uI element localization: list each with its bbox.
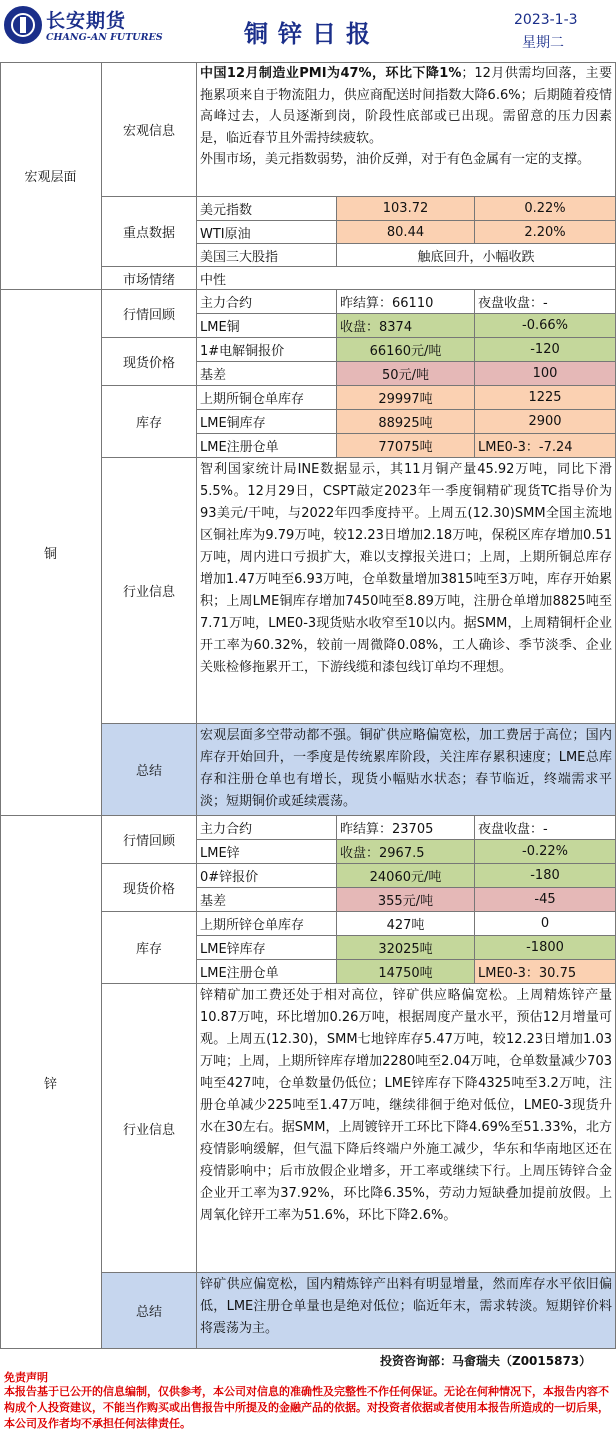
key-data-label: 重点数据 <box>102 197 197 267</box>
table-cell: 基差 <box>197 362 337 386</box>
zinc-industry-label: 行业信息 <box>102 984 197 1273</box>
key-row-change: 2.20% <box>475 221 616 244</box>
copper-summary-text: 宏观层面多空带动都不强。铜矿供应略偏宽松，加工费居于高位；国内库存开始回升，一季度是传统累库阶段，关注库存累积速度；LME总库存和注册仓单也有增长，现货小幅贴水状态；春节临近，终端需求平淡；短期铜价或延续震荡。 <box>197 724 616 816</box>
zinc-stock-label: 库存 <box>102 912 197 984</box>
table-cell: LME0-3：30.75 <box>475 960 616 984</box>
table-cell: 66160元/吨 <box>337 338 475 362</box>
table-cell: 88925吨 <box>337 410 475 434</box>
zinc-summary-label: 总结 <box>102 1273 197 1349</box>
disclaimer-title: 免责声明 <box>4 1371 48 1384</box>
section-zinc: 锌 <box>0 816 102 1349</box>
key-row-value: 触底回升，小幅收跌 <box>337 244 616 267</box>
table-cell: 355元/吨 <box>337 888 475 912</box>
table-cell: 上期所铜仓单库存 <box>197 386 337 410</box>
macro-info-body: ；12月供需均回落，主要拖累项来自于物流阻力，供应商配送时间指数大降6.6%；后期随着疫情高峰过去，人员逐渐到岗，阶段性底部或已出现。需留意的压力因素是，临近春节且外需持续疲软。 <box>200 66 612 146</box>
macro-info-text <box>197 62 616 197</box>
key-row-name: 美元指数 <box>197 197 337 221</box>
table-cell: 基差 <box>197 888 337 912</box>
table-cell: LME铜库存 <box>197 410 337 434</box>
table-cell: LME注册仓单 <box>197 434 337 458</box>
table-cell: 上期所锌仓单库存 <box>197 912 337 936</box>
disclaimer-text: 本报告基于已公开的信息编制，仅供参考，本公司对信息的准确性及完整性不作任何保证。无论在何种情况下，本报告内容不构成个人投资建议，不能当作购买或出售报告中所提及的金融产品的依据。对投资者依据或者使用本报告所造成的一切后果，本公司及作者均不承担任何法律责任。 <box>4 1385 609 1430</box>
key-row-name: 美国三大股指 <box>197 244 337 267</box>
report-title: 铜锌日报 <box>244 20 380 48</box>
copper-stock-label: 库存 <box>102 386 197 458</box>
key-row-value: 80.44 <box>337 221 475 244</box>
table-cell: -1800 <box>475 936 616 960</box>
report-header <box>0 0 616 62</box>
table-cell: 427吨 <box>337 912 475 936</box>
table-cell: -180 <box>475 864 616 888</box>
macro-info-headline: 中国12月制造业PMI为47%，环比下降1% <box>200 66 462 81</box>
sentiment-value: 中性 <box>197 267 616 290</box>
sentiment-label: 市场情绪 <box>102 267 197 290</box>
table-cell: 77075吨 <box>337 434 475 458</box>
zinc-summary-text: 锌矿供应偏宽松，国内精炼锌产出料有明显增量，然而库存水平依旧偏低，LME注册仓单量也是绝对低位；临近年末，需求转淡。短期锌价料将震荡为主。 <box>197 1273 616 1349</box>
table-cell: -45 <box>475 888 616 912</box>
table-cell: LME0-3：-7.24 <box>475 434 616 458</box>
copper-review-label: 行情回顾 <box>102 290 197 338</box>
table-cell: 0 <box>475 912 616 936</box>
table-cell: 1#电解铜报价 <box>197 338 337 362</box>
logo-name-en: CHANG-AN FUTURES <box>46 32 163 43</box>
copper-industry-label: 行业信息 <box>102 458 197 724</box>
copper-summary-label: 总结 <box>102 724 197 816</box>
zinc-spot-label: 现货价格 <box>102 864 197 912</box>
zinc-review-label: 行情回顾 <box>102 816 197 864</box>
table-cell: 32025吨 <box>337 936 475 960</box>
section-copper: 铜 <box>0 290 102 816</box>
zinc-industry-text: 锌精矿加工费还处于相对高位，锌矿供应略偏宽松。上周精炼锌产量10.87万吨，环比增加0.26万吨，根据周度产量水平，预估12月增量可观。上周五(12.30)，SMM七地锌库存5.47万吨，较12.23日增加1.03万吨；上周，上期所锌库存增加2280吨至2.04万吨，仓单数量减少703吨至427吨，仓单数量仍低位；LME锌库存下降4325吨至3.2万吨，注册仓单减少225吨至1.47万吨，继续徘徊于绝对低位，LME0-3现货升水在30左右。据SMM，上周镀锌开工环比下降4.69%至51.33%，北方疫情影响缓解，但气温下降后终端户外施工减少，华东和华南地区还在疫情影响中；后市放假企业增多，开工率或继续下行。上周压铸锌合金企业开工率为37.92%，环比降6.35%，劳动力短缺叠加提前放假。上周氧化锌开工率为51.6%，环比下降2.6%。 <box>197 984 616 1273</box>
section-macro: 宏观层面 <box>0 62 102 290</box>
report-weekday: 星期二 <box>522 35 564 51</box>
table-cell: LME锌 <box>197 840 337 864</box>
table-cell: 50元/吨 <box>337 362 475 386</box>
table-cell: 收盘：8374 <box>337 314 475 338</box>
table-cell: 主力合约 <box>197 290 337 314</box>
table-cell: 14750吨 <box>337 960 475 984</box>
table-cell: 1225 <box>475 386 616 410</box>
table-cell: 夜盘收盘：- <box>475 290 616 314</box>
report-date: 2023-1-3 <box>514 12 578 28</box>
key-row-name: WTI原油 <box>197 221 337 244</box>
key-row-value: 103.72 <box>337 197 475 221</box>
table-cell: 昨结算：66110 <box>337 290 475 314</box>
logo-name-cn: 长安期货 <box>46 10 127 32</box>
copper-industry-text: 智利国家统计局INE数据显示，其11月铜产量45.92万吨，同比下滑5.5%。12月29日，CSPT敲定2023年一季度铜精矿现货TC指导价为93美元/干吨，与2022年四季度持平。上周五(12.30)SMM全国主流地区铜社库为9.79万吨，较12.23日增加2.18万吨，保税区库存增加0.51万吨，周内进口亏损扩大，难以支撑报关进口；上周，上期所铜总库存增加1.47万吨至6.93万吨，仓单数量增加3815吨至3万吨，库存开始累积；上周LME铜库存增加7450吨至8.89万吨，注册仓单增加8825吨至7.71万吨，LME0-3现货贴水收窄至10以内。据SMM，上周精铜杆企业开工率为60.32%，较前一周微降0.08%，工人确诊、季节淡季、企业关账检修拖累开工，下游线缆和漆包线订单均不理想。 <box>197 458 616 724</box>
table-cell: 100 <box>475 362 616 386</box>
table-cell: 24060元/吨 <box>337 864 475 888</box>
table-cell: LME铜 <box>197 314 337 338</box>
table-cell: 0#锌报价 <box>197 864 337 888</box>
table-cell: 夜盘收盘：- <box>475 816 616 840</box>
table-cell: 29997吨 <box>337 386 475 410</box>
table-cell: -120 <box>475 338 616 362</box>
table-cell: 2900 <box>475 410 616 434</box>
contact-info: 投资咨询部：马畲瑞夫（Z0015873） <box>380 1354 592 1368</box>
table-cell: -0.22% <box>475 840 616 864</box>
copper-spot-label: 现货价格 <box>102 338 197 386</box>
table-cell: -0.66% <box>475 314 616 338</box>
key-row-change: 0.22% <box>475 197 616 221</box>
company-logo-icon <box>4 6 42 44</box>
table-cell: 收盘：2967.5 <box>337 840 475 864</box>
macro-info-label: 宏观信息 <box>102 62 197 197</box>
table-cell: LME注册仓单 <box>197 960 337 984</box>
table-cell: LME锌库存 <box>197 936 337 960</box>
table-cell: 主力合约 <box>197 816 337 840</box>
table-cell: 昨结算：23705 <box>337 816 475 840</box>
macro-info-external: 外围市场，美元指数弱势，油价反弹，对于有色金属有一定的支撑。 <box>200 152 591 167</box>
